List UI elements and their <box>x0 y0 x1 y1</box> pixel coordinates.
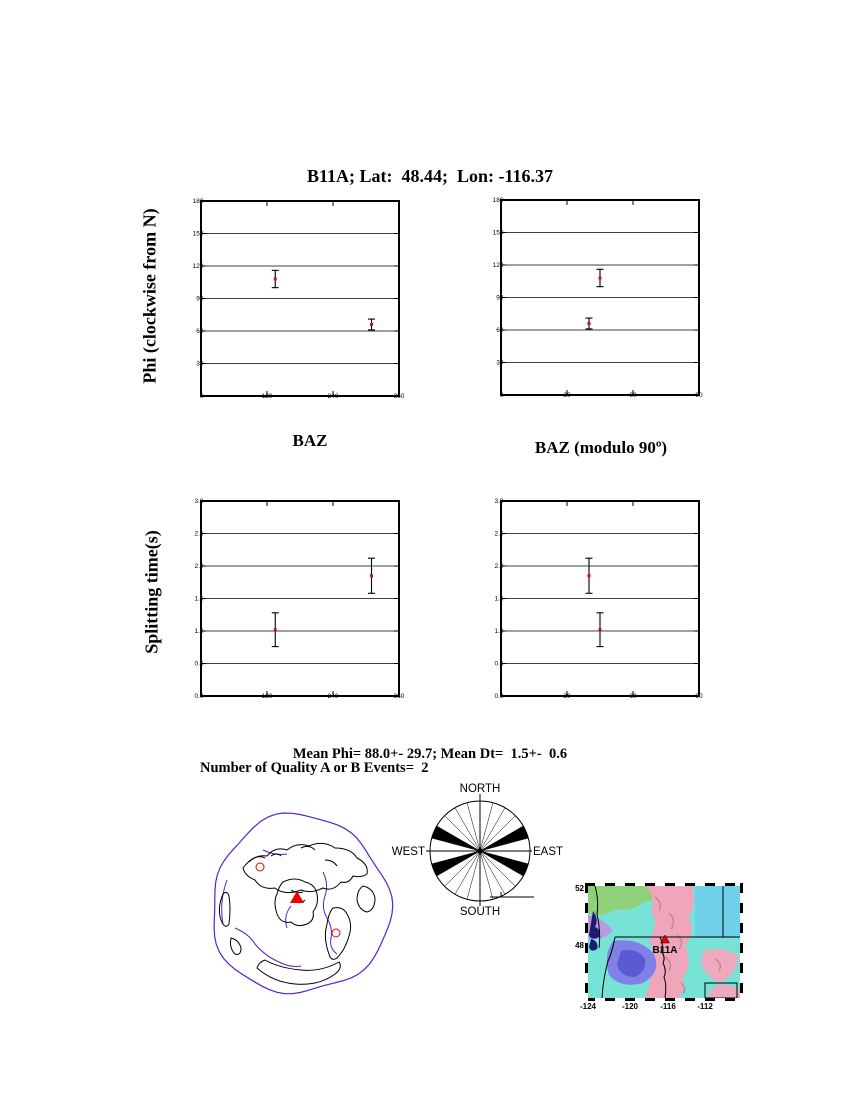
marker-square <box>274 628 277 631</box>
x-tick-label: 120 <box>261 393 273 400</box>
y-tick-label: 2.5 <box>194 530 204 538</box>
regional-topo-map <box>585 883 743 1001</box>
coastline <box>325 908 350 960</box>
rose-spoke <box>467 803 480 851</box>
y-tick-label: 1.5 <box>194 595 204 603</box>
coastline <box>219 892 230 926</box>
marker-square <box>370 574 373 577</box>
plate-boundary-line <box>235 928 301 967</box>
y-tick-label: 180 <box>192 198 204 205</box>
coastline <box>243 843 367 892</box>
marker-square <box>274 278 277 281</box>
event-count-text: Number of Quality A or B Events= 2 <box>200 760 429 776</box>
rose-svg <box>391 783 568 919</box>
x-tick-label: 60 <box>629 392 637 399</box>
map-lon-tick--120: -120 <box>621 1002 638 1011</box>
y-tick-label: 0.5 <box>494 660 504 668</box>
marker-square <box>588 574 591 577</box>
rose-label-east: EAST <box>533 846 564 858</box>
x-tick-label: 360 <box>393 693 405 700</box>
y-tick-label: 180 <box>492 197 504 204</box>
y-tick-label: 60 <box>496 327 504 334</box>
map-lon-tick--116: -116 <box>660 1002 676 1011</box>
x-axis-label-baz: BAZ <box>292 431 328 450</box>
map-lat-tick-52: 52 <box>575 884 584 893</box>
plate-boundary-line <box>286 906 291 928</box>
page-title: B11A; Lat: 48.44; Lon: -116.37 <box>306 166 553 186</box>
x-axis-label-baz-mod90: BAZ (modulo 90º) <box>534 438 668 457</box>
coastline <box>249 857 265 862</box>
data-point <box>597 613 604 647</box>
data-point <box>368 319 375 330</box>
data-point <box>586 558 593 593</box>
x-tick-label: 90 <box>695 693 703 700</box>
y-tick-label: 60 <box>196 328 204 335</box>
y-tick-label: 150 <box>492 229 504 237</box>
x-tick-label: 30 <box>563 693 571 700</box>
plate-boundary-ring <box>214 813 393 994</box>
marker-square <box>599 628 602 631</box>
y-tick-label: 2.0 <box>194 563 204 570</box>
y-tick-label: 0 <box>199 393 204 400</box>
x-tick-label: 30 <box>563 392 571 399</box>
data-point <box>272 613 279 647</box>
data-point <box>586 318 593 329</box>
rose-center-dot <box>478 849 482 853</box>
data-point <box>368 558 375 593</box>
x-tick-label: 360 <box>393 393 405 400</box>
x-tick-label: 120 <box>261 693 273 700</box>
rose-diagram <box>391 783 568 919</box>
y-tick-label: 3.0 <box>194 498 204 505</box>
y-tick-label: 120 <box>192 263 204 270</box>
rose-label-south: SOUTH <box>459 906 501 918</box>
event-circle <box>256 863 264 871</box>
y-tick-label: 120 <box>492 262 504 269</box>
y-tick-label: 1.0 <box>494 628 504 635</box>
rose-spoke <box>480 851 493 899</box>
globe-map <box>205 810 395 1000</box>
plot-svg-dt_baz <box>194 498 405 700</box>
x-tick-label: 60 <box>629 693 637 700</box>
plate-boundary-line <box>222 880 227 924</box>
y-tick-label: 1.0 <box>194 628 204 635</box>
map-lat-tick-48: 48 <box>575 941 584 950</box>
station-label: B11A <box>652 945 678 956</box>
rose-spoke <box>480 803 493 851</box>
y-axis-label-splitting-time: Splitting time(s) <box>141 530 162 654</box>
y-tick-label: 3.0 <box>494 498 504 505</box>
map-plains-ne <box>695 883 743 938</box>
data-point <box>597 269 604 286</box>
y-tick-label: 90 <box>496 294 504 302</box>
y-tick-label: 90 <box>196 295 204 303</box>
map-lon-tick--112: -112 <box>697 1002 713 1011</box>
rose-label-north: NORTH <box>459 783 501 795</box>
map-lon-tick--124: -124 <box>579 1002 596 1011</box>
y-tick-label: 150 <box>192 230 204 238</box>
marker-square <box>599 277 602 280</box>
x-tick-label: 240 <box>327 393 339 400</box>
coastline <box>257 960 340 984</box>
x-tick-label: 240 <box>327 693 339 700</box>
event-circle <box>332 929 340 937</box>
y-tick-label: 1.5 <box>494 595 504 603</box>
y-tick-label: 30 <box>196 360 204 368</box>
rose-spoke <box>467 851 480 899</box>
y-tick-label: 0.5 <box>194 660 204 668</box>
rose-label-west: WEST <box>391 846 425 858</box>
y-tick-label: 2.0 <box>494 563 504 570</box>
coastline <box>231 938 242 954</box>
plot-svg-dt_baz_mod90 <box>494 498 703 700</box>
plot-svg-phi_baz <box>192 198 405 400</box>
plot-dt-vs-baz-mod90 <box>494 498 703 700</box>
plot-dt-vs-baz <box>194 498 405 700</box>
plot-phi-vs-baz-mod90 <box>492 197 703 399</box>
y-tick-label: 30 <box>496 359 504 367</box>
x-tick-label: 90 <box>695 392 703 399</box>
y-axis-label-phi: Phi (clockwise from N) <box>139 208 160 384</box>
y-tick-label: 0 <box>499 392 504 399</box>
y-tick-label: 0.0 <box>194 693 204 700</box>
topo-map-svg <box>585 883 743 1001</box>
globe-svg <box>205 810 395 1000</box>
marker-square <box>370 323 373 326</box>
y-tick-label: 2.5 <box>494 530 504 538</box>
plot-svg-phi_baz_mod90 <box>492 197 703 399</box>
mean-summary-text: Mean Phi= 88.0+- 29.7; Mean Dt= 1.5+- 0.6 <box>292 746 568 762</box>
marker-square <box>588 322 591 325</box>
plot-phi-vs-baz <box>192 198 405 400</box>
y-tick-label: 0.0 <box>494 693 504 700</box>
data-point <box>272 270 279 287</box>
coastline <box>357 886 375 912</box>
